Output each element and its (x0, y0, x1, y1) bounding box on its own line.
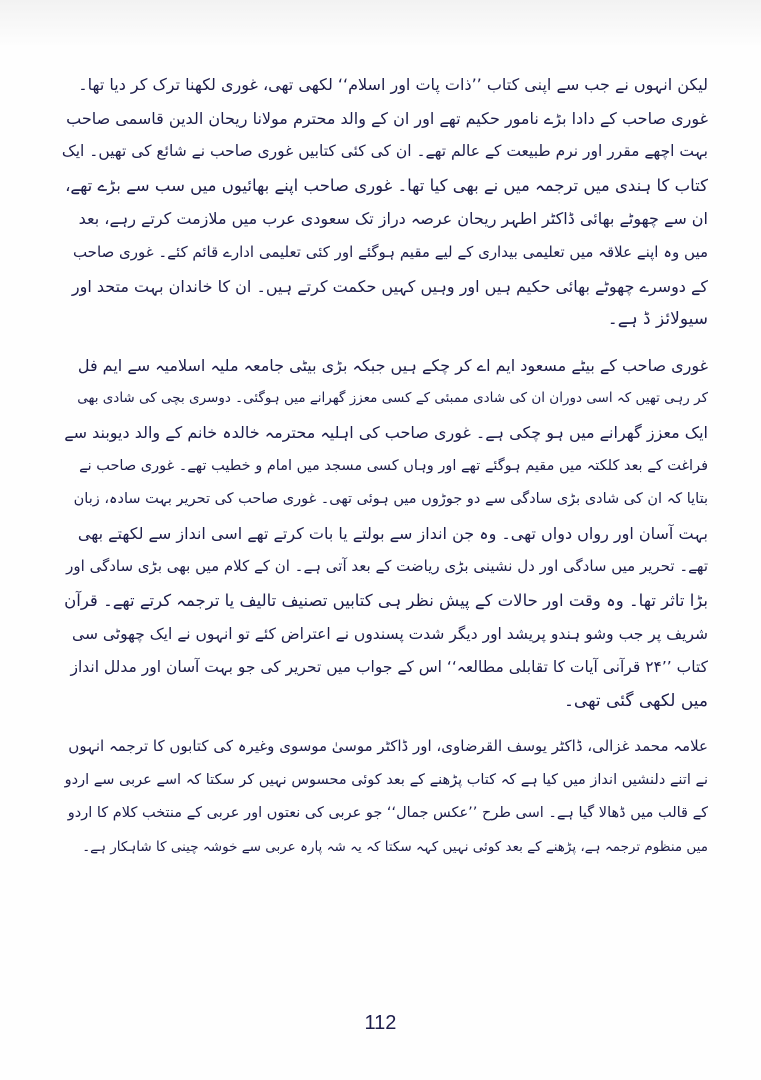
text-line: کتاب ’’۲۴ قرآنی آیات کا تقابلی مطالعہ‘‘ اس کے جواب میں تحریر کی جو بہت آسان اور مدلل انداز (70, 658, 708, 677)
text-line: میں منظوم ترجمہ ہے، پڑھنے کے بعد کوئی نہیں کہہ سکتا کہ یہ شہ پارہ عربی سے خوشہ چینی کا شاہکار ہے۔ (82, 839, 708, 856)
text-line: کے دوسرے چھوٹے بھائی حکیم ہیں اور وہیں کہیں حکمت کرتے ہیں۔ ان کا خاندان بہت متحد اور (71, 276, 708, 296)
paragraph-2 (60, 349, 708, 719)
text-line: کتاب کا ہندی میں ترجمہ میں نے بھی کیا تھا۔ غوری صاحب اپنے بھائیوں میں سب سے بڑے تھے، (65, 175, 708, 195)
text-line: لیکن انہوں نے جب سے اپنی کتاب ’’ذات پات اور اسلام‘‘ لکھی تھی، غوری لکھنا ترک کر دیا تھا۔ (78, 75, 708, 94)
text-line: ایک معزز گھرانے میں ہو چکی ہے۔ غوری صاحب کی اہلیہ محترمہ خالدہ خانم کے والد دیوبند سے (64, 422, 708, 442)
paragraph-1 (60, 68, 708, 337)
paragraph-gap (60, 718, 708, 730)
text-line: نے اتنے دلنشیں انداز میں کیا ہے کہ کتاب پڑھنے کے بعد کوئی محسوس نہیں کر سکتا کہ اسے عربی سے اردو (64, 771, 708, 788)
text-line: شریف پر جب وشو ہندو پریشد اور دیگر شدت پسندوں نے اعتراض کئے تو انہوں نے ایک چھوٹی سی (72, 624, 708, 643)
paragraph-3 (60, 730, 708, 864)
text-line: کے قالب میں ڈھالا گیا ہے۔ اسی طرح ’’عکس جمال‘‘ جو عربی کی نعتوں اور عربی کے منتخب کلام کا اردو (67, 805, 708, 822)
text-line: غوری صاحب کے دادا بڑے نامور حکیم تھے اور ان کے والد محترم مولانا ریحان الدین قاسمی صاحب (66, 108, 708, 128)
paragraph-gap (60, 337, 708, 349)
text-line: غوری صاحب کے بیٹے مسعود ایم اے کر چکے ہیں جبکہ بڑی بیٹی جامعہ ملیہ اسلامیہ سے ایم فل (77, 355, 708, 375)
text-line: بڑا تاثر تھا۔ وہ وقت اور حالات کے پیش نظر ہی کتابیں تصنیف تالیف یا ترجمہ کرتے تھے۔ قرآن (64, 590, 708, 610)
text-line: بتایا کہ ان کی شادی بڑی سادگی سے دو جوڑوں میں ہوئی تھی۔ غوری صاحب کی تحریر بہت سادہ، زبان (73, 491, 708, 508)
text-line: فراغت کے بعد کلکتہ میں مقیم ہوگئے تھے اور وہاں کسی مسجد میں امام و خطیب تھے۔ غوری صاحب نے (79, 457, 708, 474)
text-line: بہت آسان اور رواں دواں تھی۔ وہ جن انداز سے بولتے یا بات کرتے تھے اسی انداز سے لکھتے بھی (77, 523, 708, 543)
text-line: سیولائز ڈ ہے۔ (607, 309, 708, 330)
text-line: میں وہ اپنے علاقہ میں تعلیمی بیداری کے لیے مقیم ہوگئے اور کئی تعلیمی ادارے قائم کئے۔ غوری صاحب (72, 242, 708, 261)
text-line: میں لکھی گئی تھی۔ (563, 690, 708, 711)
text-line: کر رہی تھیں کہ اسی دوران ان کی شادی ممبئی کے کسی معزز گھرانے میں ہوگئی۔ دوسری بچی کی شادی بھی (77, 390, 708, 407)
text-line: علامہ محمد غزالی، ڈاکٹر یوسف القرضاوی، اور ڈاکٹر موسیٰ موسوی وغیرہ کی کتابوں کا ترجمہ انہوں (68, 737, 708, 756)
text-line: بہت اچھے مقرر اور نرم طبیعت کے عالم تھے۔ ان کی کئی کتابیں غوری صاحب نے شائع کی تھیں۔ ایک (61, 142, 708, 161)
body-text (60, 68, 708, 865)
text-line: تھے۔ تحریر میں سادگی اور دل نشینی بڑی ریاضت کے بعد آتی ہے۔ ان کے کلام میں بھی بڑی سادگی اور (66, 557, 708, 576)
page-number: 112 (364, 1012, 397, 1034)
scan-shadow (0, 0, 761, 48)
text-line: ان سے چھوٹے بھائی ڈاکٹر اطہر ریحان عرصہ دراز تک سعودی عرب میں ملازمت کرتے رہے، بعد (78, 209, 708, 229)
